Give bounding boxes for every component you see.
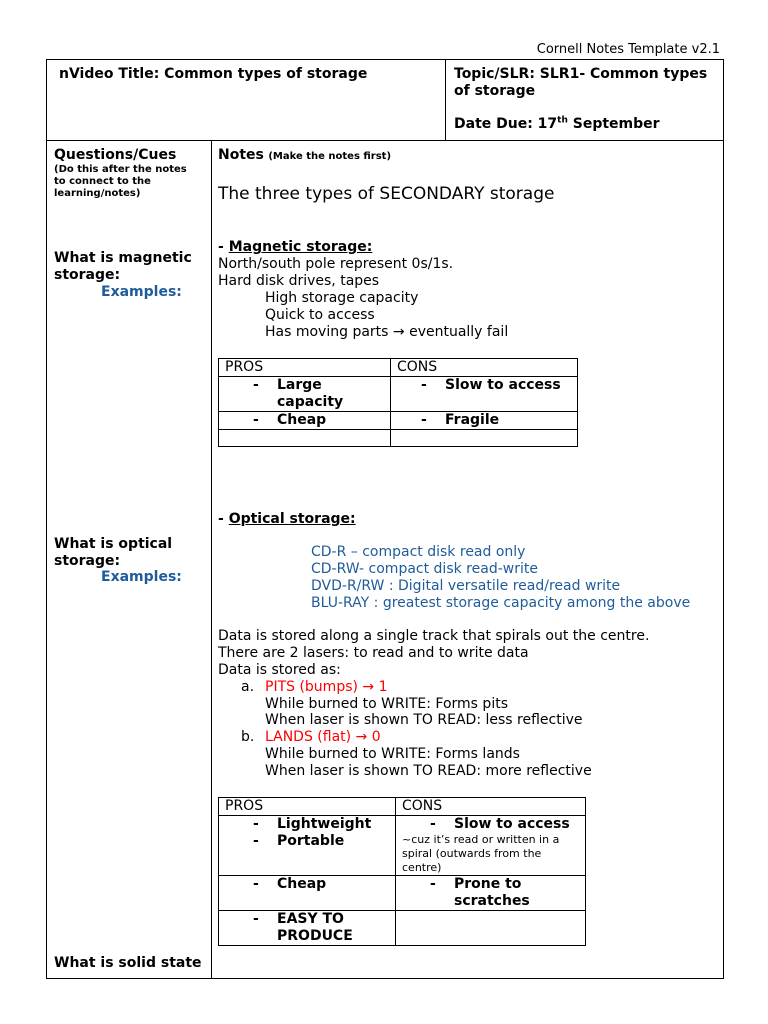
magnetic-con-1: - Slow to access bbox=[391, 377, 578, 412]
optical-pro-1: - Lightweight - Portable bbox=[219, 816, 396, 876]
magnetic-line-2: Hard disk drives, tapes bbox=[218, 273, 380, 289]
optical-pros-cons-table bbox=[218, 797, 586, 946]
optical-example-4: BLU-RAY : greatest storage capacity among the above bbox=[311, 595, 691, 611]
magnetic-empty-cell-1 bbox=[219, 430, 391, 447]
optical-item-b-line-1: While burned to WRITE: Forms lands bbox=[265, 746, 520, 762]
cues-instruction-3: learning/notes) bbox=[54, 188, 141, 199]
magnetic-indent-2: Quick to access bbox=[265, 307, 375, 323]
optical-con-2: - Prone to scratches bbox=[396, 876, 586, 911]
magnetic-line-1: North/south pole represent 0s/1s. bbox=[218, 256, 454, 272]
notes-main-title: The three types of SECONDARY storage bbox=[218, 184, 555, 204]
template-version: Cornell Notes Template v2.1 bbox=[536, 42, 720, 57]
cues-instruction-2: to connect to the bbox=[54, 176, 151, 187]
optical-con-1: - Slow to access ~cuz it’s read or written in a spiral (outwards from the centre) bbox=[396, 816, 586, 876]
optical-pro-2: - Cheap bbox=[219, 876, 396, 911]
magnetic-indent-3: Has moving parts → eventually fail bbox=[265, 324, 509, 340]
video-title: nVideo Title: Common types of storage bbox=[59, 66, 368, 82]
magnetic-pros-cons-table bbox=[218, 358, 578, 447]
question-magnetic-2: storage: bbox=[54, 267, 121, 283]
question-optical-examples: Examples: bbox=[101, 569, 182, 585]
magnetic-pros-header: PROS bbox=[219, 359, 391, 377]
date-due: Date Due: 17th September bbox=[454, 115, 660, 132]
optical-item-a-label: a. bbox=[241, 679, 255, 695]
optical-item-b-line-2: When laser is shown TO READ: more reflective bbox=[265, 763, 592, 779]
notes-heading: Notes (Make the notes first) bbox=[218, 147, 392, 163]
optical-example-1: CD-R – compact disk read only bbox=[311, 544, 526, 560]
topic-cell bbox=[446, 60, 723, 141]
optical-item-b-title: LANDS (flat) → 0 bbox=[265, 729, 381, 745]
question-optical-2: storage: bbox=[54, 553, 121, 569]
question-optical-1: What is optical bbox=[54, 536, 173, 552]
optical-cons-header: CONS bbox=[396, 798, 586, 816]
magnetic-empty-cell-2 bbox=[391, 430, 578, 447]
optical-item-a-line-1: While burned to WRITE: Forms pits bbox=[265, 696, 508, 712]
optical-heading: - Optical storage: bbox=[218, 511, 356, 527]
cues-heading: Questions/Cues bbox=[54, 147, 177, 163]
magnetic-indent-1: High storage capacity bbox=[265, 290, 419, 306]
optical-line-1: Data is stored along a single track that spirals out the centre. bbox=[218, 628, 650, 644]
question-magnetic-1: What is magnetic bbox=[54, 250, 192, 266]
optical-pro-3: - EASY TO PRODUCE bbox=[219, 911, 396, 946]
video-title-cell bbox=[47, 60, 446, 141]
topic-line-2: of storage bbox=[454, 83, 536, 99]
optical-empty-cell bbox=[396, 911, 586, 946]
optical-con-1-note-3: centre) bbox=[402, 861, 442, 874]
magnetic-heading: - Magnetic storage: bbox=[218, 239, 373, 255]
optical-pros-header: PROS bbox=[219, 798, 396, 816]
optical-line-3: Data is stored as: bbox=[218, 662, 341, 678]
optical-con-1-note-1: ~cuz it’s read or written in a bbox=[402, 833, 560, 846]
optical-line-2: There are 2 lasers: to read and to write data bbox=[218, 645, 529, 661]
magnetic-cons-header: CONS bbox=[391, 359, 578, 377]
optical-item-b-label: b. bbox=[241, 729, 255, 745]
optical-item-a-title: PITS (bumps) → 1 bbox=[265, 679, 388, 695]
question-magnetic-examples: Examples: bbox=[101, 284, 182, 300]
question-solid-state: What is solid state bbox=[54, 955, 202, 971]
topic-line-1: Topic/SLR: SLR1- Common types bbox=[454, 66, 708, 82]
optical-example-3: DVD-R/RW : Digital versatile read/read write bbox=[311, 578, 621, 594]
magnetic-con-2: - Fragile bbox=[391, 412, 578, 430]
cues-instruction-1: (Do this after the notes bbox=[54, 164, 187, 175]
optical-example-2: CD-RW- compact disk read-write bbox=[311, 561, 538, 577]
magnetic-pro-1: - Large capacity bbox=[219, 377, 391, 412]
optical-con-1-note-2: spiral (outwards from the bbox=[402, 847, 542, 860]
optical-item-a-line-2: When laser is shown TO READ: less reflective bbox=[265, 712, 583, 728]
magnetic-pro-2: - Cheap bbox=[219, 412, 391, 430]
